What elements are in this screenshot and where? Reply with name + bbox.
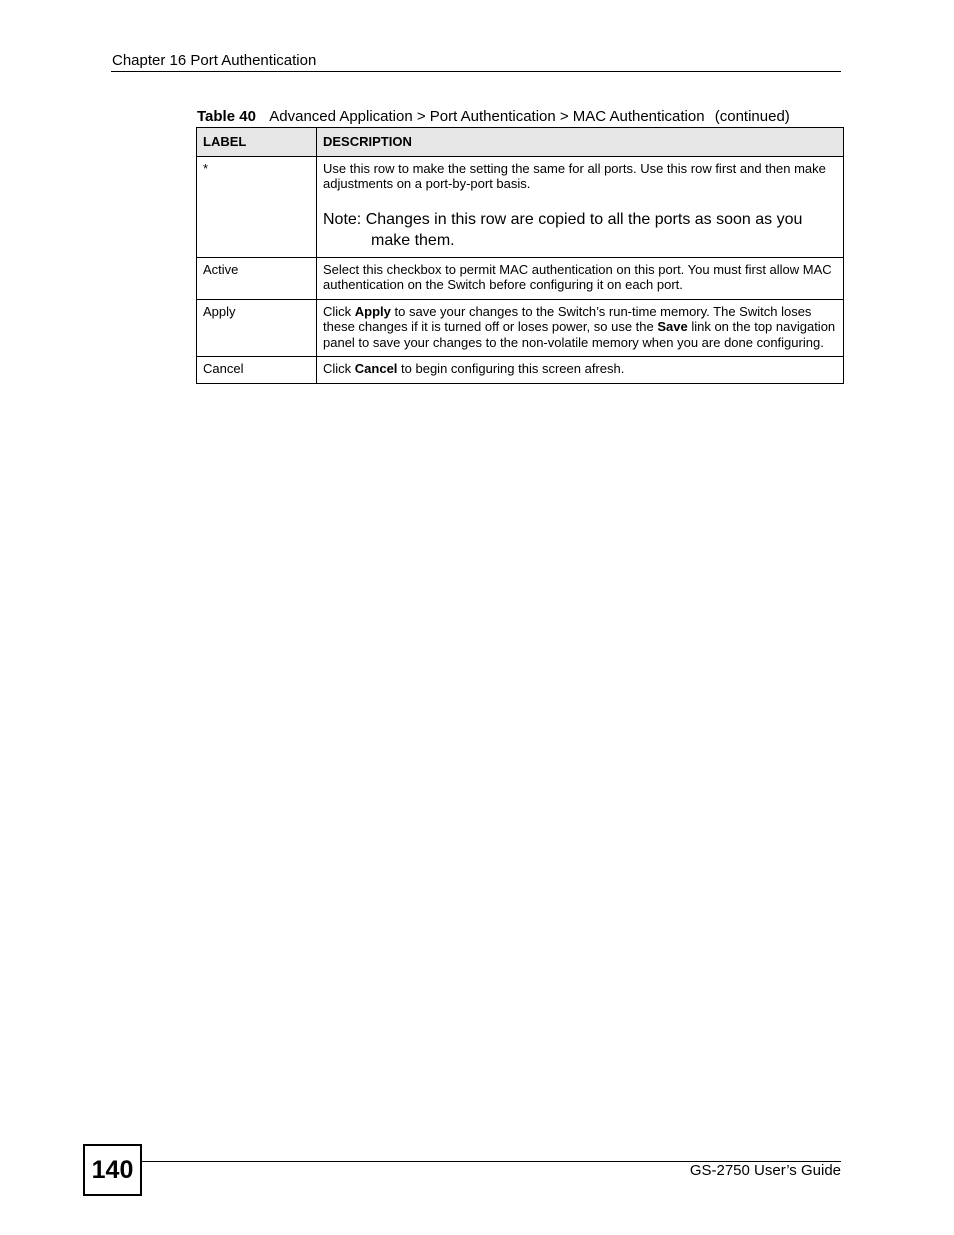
desc-text: Click (323, 303, 355, 319)
desc-bold-save: Save (657, 319, 688, 334)
desc-text: to begin configuring this screen afresh. (397, 361, 625, 376)
row-description-text: Use this row to make the setting the same for all ports. Use this row first and then make adjustments on a port-by-port basis. (323, 160, 826, 191)
guide-title: GS-2750 User’s Guide (689, 1162, 841, 1179)
row-description (317, 299, 844, 357)
column-header-label: LABEL (197, 128, 317, 157)
row-label: Apply (197, 299, 317, 357)
table-row (197, 156, 844, 257)
table-row (197, 299, 844, 357)
table-caption-title: Advanced Application > Port Authentication > MAC Authentication (269, 108, 705, 125)
table-caption (197, 108, 790, 126)
desc-text: link on the top navigation panel to save your changes to the non-volatile memory when you are done configuring. (323, 319, 836, 350)
table-caption-continued: (continued) (714, 108, 790, 125)
mac-authentication-table (196, 127, 844, 384)
column-header-description: DESCRIPTION (317, 128, 844, 157)
table-row (197, 357, 844, 384)
row-label: Active (197, 257, 317, 299)
row-label: Cancel (197, 357, 317, 384)
table-caption-label: Table 40 (197, 108, 256, 125)
table-header-row (197, 128, 844, 157)
row-note: Note: Changes in this row are copied to all the ports as soon as you make them. (323, 210, 803, 249)
desc-bold-apply: Apply (354, 303, 391, 319)
page-number: 140 (83, 1144, 142, 1196)
row-description: Select this checkbox to permit MAC authentication on this port. You must first allow MAC authentication on the Switch before configuring it on each port. (317, 257, 844, 299)
table-row (197, 257, 844, 299)
desc-text: Click (323, 361, 355, 376)
desc-bold-cancel: Cancel (354, 361, 398, 376)
desc-text: to save your changes to the Switch’s run-time memory. The Switch loses these changes if it is turned off or loses power, so use the (323, 303, 812, 334)
row-description (317, 156, 844, 257)
row-description (317, 357, 844, 384)
running-header: Chapter 16 Port Authentication (112, 52, 317, 69)
row-label: * (197, 156, 317, 257)
header-rule (111, 71, 841, 72)
